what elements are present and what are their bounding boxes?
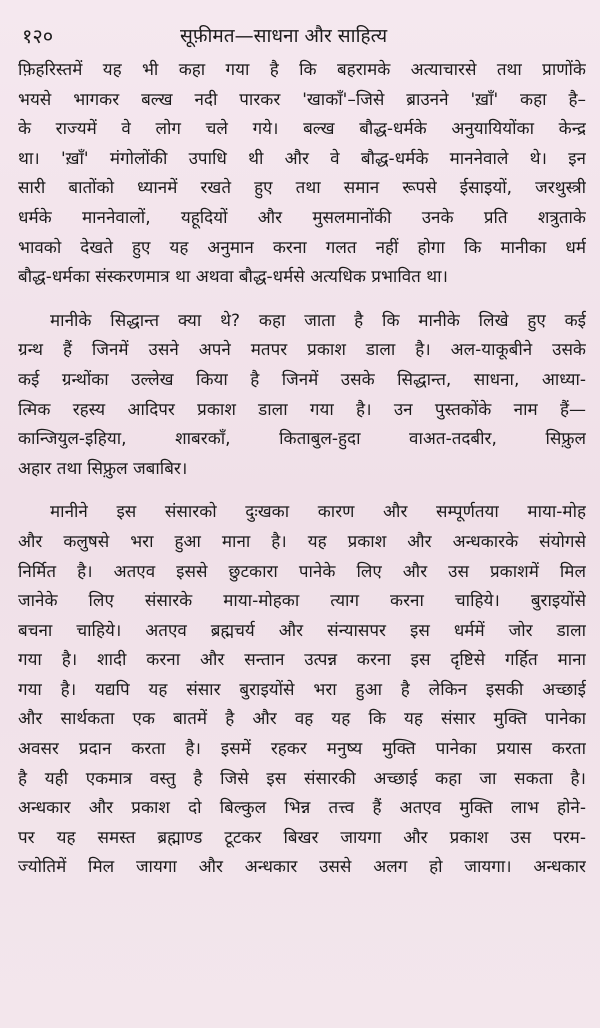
text-line: कई ग्रन्थोंका उल्लेख किया है जिनमें उसके सिद्धान्त, साधना, आध्या- bbox=[18, 369, 586, 390]
text-line: मानीके सिद्धान्त क्या थे? कहा जाता है कि मानीके लिखे हुए कई bbox=[50, 310, 586, 331]
page-number: १२० bbox=[22, 24, 54, 48]
text-line: और सार्थकता एक बातमें है और वह यह कि यह संसार मुक्ति पानेका bbox=[18, 709, 586, 730]
text-line: अन्धकार और प्रकाश दो बिल्कुल भिन्न तत्त्व हैं अतएव मुक्ति लाभ होने- bbox=[18, 798, 586, 819]
text-line: अहार तथा सिफ़्रुल जबाबिर। bbox=[18, 458, 188, 479]
text-line: के राज्यमें वे लोग चले गये। बल्ख बौद्ध-धर्मके अनुयायियोंका केन्द्र bbox=[18, 119, 586, 140]
text-line: फ़िहरिस्तमें यह भी कहा गया है कि बहरामके अत्याचारसे तथा प्राणोंके bbox=[18, 60, 586, 80]
text-line: गया है। यद्यपि यह संसार बुराइयोंसे भरा हुआ है लेकिन इसकी अच्छाई bbox=[18, 679, 586, 700]
text-line: पर यह समस्त ब्रह्माण्ड टूटकर बिखर जायगा और प्रकाश उस परम- bbox=[18, 827, 586, 848]
text-line: कान्जियुल-इहिया, शाबरकाँ, किताबुल-हुदा वाअत-तदबीर, सिफ़्रुल bbox=[18, 429, 586, 450]
text-line: जानेके लिए संसारके माया-मोहका त्याग करना चाहिये। बुराइयोंसे bbox=[18, 591, 586, 612]
text-line: ज्योतिमें मिल जायगा और अन्धकार उससे अलग हो जायगा। अन्धकार bbox=[18, 857, 586, 878]
text-line: और कलुषसे भरा हुआ माना है। यह प्रकाश और अन्धकारके संयोगसे bbox=[18, 531, 586, 552]
paragraph-gap bbox=[18, 293, 586, 307]
text-line: मानीने इस संसारको दुःखका कारण और सम्पूर्णतया माया-मोह bbox=[50, 502, 586, 523]
text-line: निर्मित है। अतएव इससे छुटकारा पानेके लिए और उस प्रकाशमें मिल bbox=[18, 561, 586, 582]
text-line: गया है। शादी करना और सन्तान उत्पन्न करना इस दृष्टिसे गर्हित माना bbox=[18, 650, 586, 671]
text-line: त्मिक रहस्य आदिपर प्रकाश डाला गया है। उन पुस्तकोंके नाम हैं— bbox=[18, 399, 586, 420]
paragraph-gap bbox=[18, 484, 586, 498]
text-line: सारी बातोंको ध्यानमें रखते हुए तथा समान रूपसे ईसाइयों, जरथुस्त्री bbox=[18, 178, 586, 199]
text-line: भयसे भागकर बल्ख नदी पारकर 'खाकाँ'–जिसे ब्राउनने 'ख़ाँ' कहा है– bbox=[18, 89, 586, 110]
page-header bbox=[22, 22, 578, 50]
text-line: ग्रन्थ हैं जिनमें उसने अपने मतपर प्रकाश डाला है। अल-याकूबीने उसके bbox=[18, 340, 586, 361]
body-text bbox=[18, 56, 586, 883]
paragraph-3 bbox=[18, 498, 586, 883]
text-line: है यही एकमात्र वस्तु है जिसे इस संसारकी अच्छाई कहा जा सकता है। bbox=[18, 768, 586, 789]
text-line: था। 'ख़ाँ' मंगोलोंकी उपाधि थी और वे बौद्ध-धर्मके माननेवाले थे। इन bbox=[18, 148, 586, 169]
text-line: बौद्ध-धर्मका संस्करणमात्र था अथवा बौद्ध-धर्मसे अत्यधिक प्रभावित था। bbox=[18, 267, 448, 288]
text-line: भावको देखते हुए यह अनुमान करना गलत नहीं होगा कि मानीका धर्म bbox=[18, 237, 586, 258]
paragraph-1 bbox=[18, 56, 586, 293]
paragraph-2 bbox=[18, 307, 586, 485]
text-line: धर्मके माननेवालों, यहूदियों और मुसलमानोंकी उनके प्रति शत्रुताके bbox=[18, 207, 586, 228]
text-line: बचना चाहिये। अतएव ब्रह्मचर्य और संन्यासपर इस धर्ममें जोर डाला bbox=[18, 620, 586, 641]
running-title: सूफ़ीमत—साधना और साहित्य bbox=[180, 25, 388, 47]
text-line: अवसर प्रदान करता है। इसमें रहकर मनुष्य मुक्ति पानेका प्रयास करता bbox=[18, 739, 586, 760]
